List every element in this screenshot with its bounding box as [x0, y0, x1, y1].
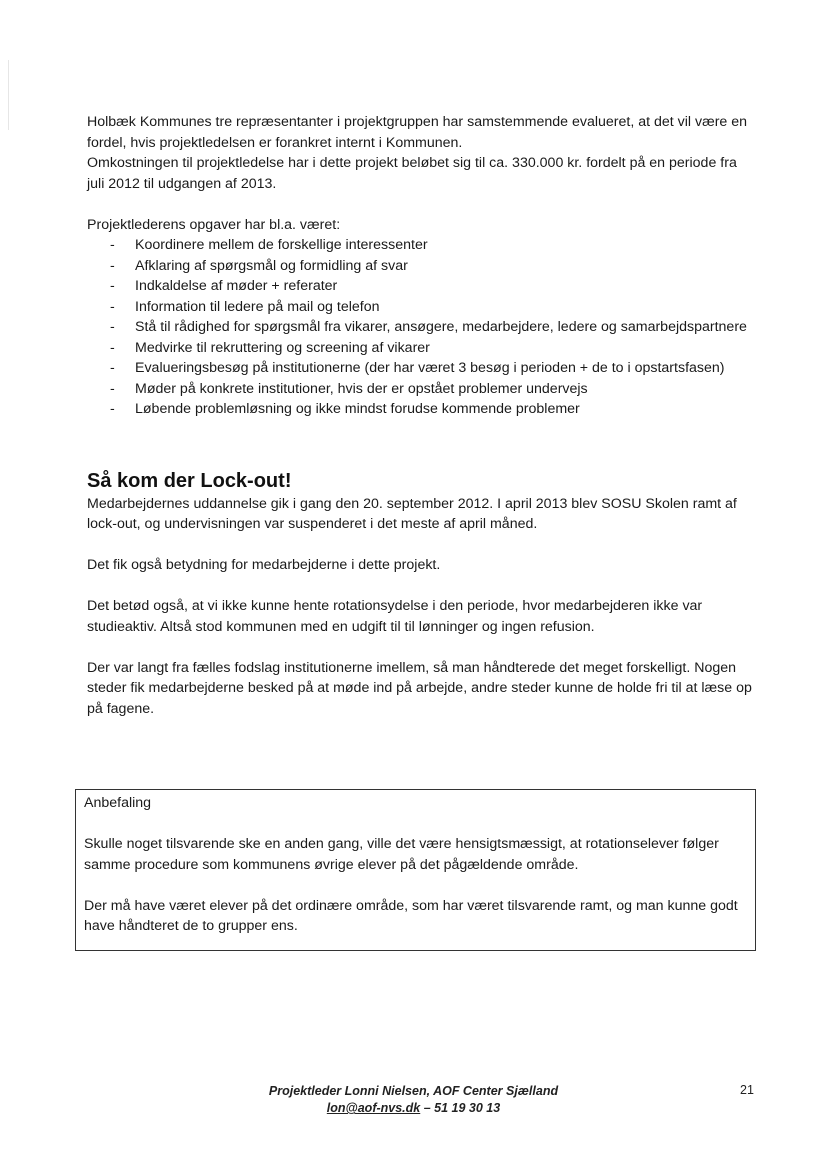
list-item-text: Information til ledere på mail og telefon	[135, 298, 380, 315]
dash-bullet: -	[110, 237, 115, 253]
list-item	[87, 399, 757, 420]
footer-author: Projektleder Lonni Nielsen, AOF Center Sjælland	[268, 1084, 559, 1098]
list-item	[87, 379, 757, 400]
page-footer	[0, 1083, 827, 1117]
dash-bullet: -	[110, 257, 115, 274]
footer-email-link[interactable]: lon@aof-nvs.dk	[326, 1101, 421, 1115]
list-item-text: Evalueringsbesøg på institutionerne (der har været 3 besøg i perioden + de to i opstartsfasen)	[135, 360, 725, 376]
dash-bullet: -	[110, 319, 115, 335]
recommendation-box	[75, 789, 756, 951]
main-content	[87, 112, 757, 719]
lockout-paragraph-1: Medarbejdernes uddannelse gik i gang den 20. september 2012. I april 2013 blev SOSU Skolen ramt af lock-out, og undervisningen var suspenderet i det meste af april måned.	[87, 495, 737, 532]
dash-bullet: -	[110, 360, 115, 376]
intro-paragraph-2: Omkostningen til projektledelse har i dette projekt beløbet sig til ca. 330.000 kr. fordelt på en periode fra juli 2012 til udgangen af 2013.	[87, 155, 737, 192]
tasks-list	[87, 235, 757, 420]
lockout-paragraph-2: Det fik også betydning for medarbejderne i dette projekt.	[87, 557, 441, 573]
scan-edge-mark	[8, 60, 9, 130]
list-item	[87, 256, 757, 277]
dash-bullet: -	[110, 380, 115, 397]
list-item	[87, 338, 757, 359]
list-item-text: Afklaring af spørgsmål og formidling af svar	[135, 257, 408, 274]
list-item	[87, 317, 757, 338]
list-item	[87, 235, 757, 256]
footer-contact	[0, 1100, 827, 1117]
list-item	[87, 276, 757, 297]
list-item-text: Løbende problemløsning og ikke mindst forudse kommende problemer	[135, 401, 580, 417]
list-item-text: Møder på konkrete institutioner, hvis der er opstået problemer undervejs	[135, 380, 588, 397]
section-title-lockout: Så kom der Lock-out!	[87, 469, 292, 492]
list-item	[87, 358, 757, 379]
list-item-text: Stå til rådighed for spørgsmål fra vikarer, ansøgere, medarbejdere, ledere og samarbejdspartnere	[135, 319, 747, 335]
intro-paragraph-1: Holbæk Kommunes tre repræsentanter i projektgruppen har samstemmende evalueret, at det vil være en fordel, hvis projektledelsen er forankret internt i Kommunen.	[87, 114, 748, 151]
list-item-text: Medvirke til rekruttering og screening af vikarer	[135, 339, 430, 356]
list-item-text: Indkaldelse af møder + referater	[135, 278, 338, 294]
dash-bullet: -	[110, 401, 115, 417]
dash-bullet: -	[110, 298, 115, 315]
lockout-paragraph-4: Der var langt fra fælles fodslag institutionerne imellem, så man håndterede det meget forskelligt. Nogen steder fik medarbejderne besked på at møde ind på arbejde, andre steder kunne de holde fri til at læse op på fagene.	[87, 659, 752, 717]
recommendation-title: Anbefaling	[84, 795, 152, 811]
dash-bullet: -	[110, 339, 115, 356]
recommendation-paragraph-1: Skulle noget tilsvarende ske en anden gang, ville det være hensigtsmæssigt, at rotationselever følger samme procedure som kommunens øvrige elever på det pågældende område.	[84, 836, 719, 873]
footer-phone: – 51 19 30 13	[420, 1101, 501, 1115]
page-number: 21	[740, 1083, 754, 1097]
list-item-text: Koordinere mellem de forskellige interessenter	[135, 237, 428, 253]
list-item	[87, 297, 757, 318]
dash-bullet: -	[110, 278, 115, 294]
lockout-paragraph-3: Det betød også, at vi ikke kunne hente rotationsydelse i den periode, hvor medarbejderen ikke var studieaktiv. Altså stod kommunen med en udgift til til lønninger og ingen refusion.	[87, 598, 703, 635]
recommendation-paragraph-2: Der må have været elever på det ordinære område, som har været tilsvarende ramt, og man kunne godt have håndteret de to grupper ens.	[84, 897, 738, 934]
tasks-heading: Projektlederens opgaver har bl.a. været:	[87, 216, 341, 233]
